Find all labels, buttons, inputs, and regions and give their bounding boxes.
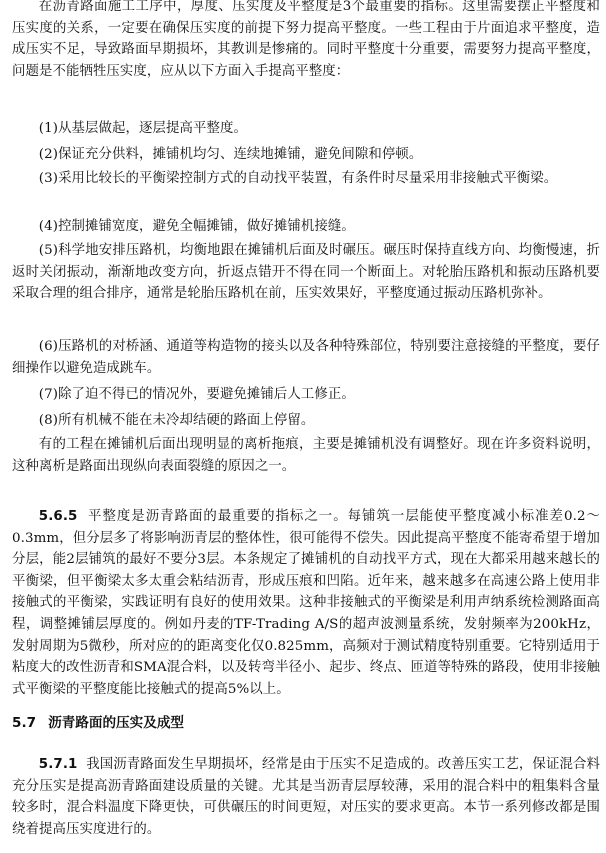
intro-paragraph: 在沥青路面施工工序中，厚度、压实度及平整度是3个最重要的指标。这里需要摆正平整度和压实度的关系，一定要在确保压实度的前提下努力提高平整度。一些工程由于片面追求平整度，造成压实不足，导致路面早期损坏，其教训是惨痛的。同时平整度十分重要，需要努力提高平整度，问题是不能牺牲压实度，应从以下方面入手提高平整度： <box>12 0 600 79</box>
list-item: (2)保证充分供料，摊铺机均匀、连续地摊铺，避免间隙和停顿。 <box>38 147 423 162</box>
section-number: 5.7.1 <box>38 757 78 772</box>
section-number: 5.6.5 <box>38 509 78 524</box>
list-item: (5)科学地安排压路机，均衡地跟在摊铺机后面及时碾压。碾压时保持直线方向、均衡慢速，折返时关闭振动，渐渐地改变方向，折返点错开不得在同一个断面上。对轮胎压路机和振动压路机要采取合理的组合排序，通常是轮胎压路机在前，压实效果好，平整度通过振动压路机弥补。 <box>12 243 600 302</box>
heading-number: 5.7 <box>12 715 37 731</box>
section-5-7-heading <box>12 712 600 734</box>
heading-title: 沥青路面的压实及成型 <box>48 715 185 731</box>
section-text: 平整度是沥青路面的最重要的指标之一。每铺筑一层能使平整度减小标准差0.2～0.3mm，但分层多了将影响沥青层的整体性，很可能得不偿失。因此提高平整度不能寄希望于增加分层，能2层铺筑的最好不要分3层。本条规定了摊铺机的自动找平方式，现在大都采用越来越长的平衡梁，但平衡梁太多太重会粘结沥青，形成压痕和凹陷。近年来，越来越多在高速公路上使用非接触式的平衡梁，实践证明有良好的使用效果。这种非接触式的平衡梁是利用声纳系统检测路面高程，调整摊铺层厚度的。例如丹麦的TF-Trading A/S的超声波测量系统，发射频率为200kHz，发射周期为5微秒，所对应的的距离变化仅0.825mm，高频对于测试精度特别重要。它特别适用于粘度大的改性沥青和SMA混合料，以及转弯半径小、起步、终点、匝道等特殊的路段，使用非接触式平衡梁的平整度能比接触式的提高5%以上。 <box>12 509 600 697</box>
list-item: (6)压路机的对桥涵、通道等构造物的接头以及各种特殊部位，特别要注意接缝的平整度，要仔细操作以避免造成跳车。 <box>12 339 600 376</box>
section-text: 我国沥青路面发生早期损坏，经常是由于压实不足造成的。改善压实工艺，保证混合料充分压实是提高沥青路面建设质量的关键。尤其是当沥青层厚较薄，采用的混合料中的粗集料含量较多时，混合料温度下降更快，可供碾压的时间更短，对压实的要求更高。本节一系列修改都是围绕着提高压实度进行的。 <box>12 757 601 837</box>
list-item: (3)采用比较长的平衡梁控制方式的自动找平装置，有条件时尽量采用非接触式平衡梁。 <box>38 171 558 186</box>
list-item: (8)所有机械不能在未冷却结硬的路面上停留。 <box>38 413 315 428</box>
list-item: (4)控制摊铺宽度，避免全幅摊铺，做好摊铺机接缝。 <box>38 219 355 234</box>
section-5-7-1-paragraph <box>12 754 600 840</box>
list-item: (7)除了迫不得已的情况外，要避免摊铺后人工修正。 <box>38 387 355 402</box>
section-5-6-5-paragraph <box>12 506 600 700</box>
intro-closing-paragraph: 有的工程在摊铺机后面出现明显的离析拖痕，主要是摊铺机没有调整好。现在许多资料说明，这种离析是路面出现纵向表面裂缝的原因之一。 <box>12 437 600 474</box>
list-item: (1)从基层做起，逐层提高平整度。 <box>38 121 247 136</box>
